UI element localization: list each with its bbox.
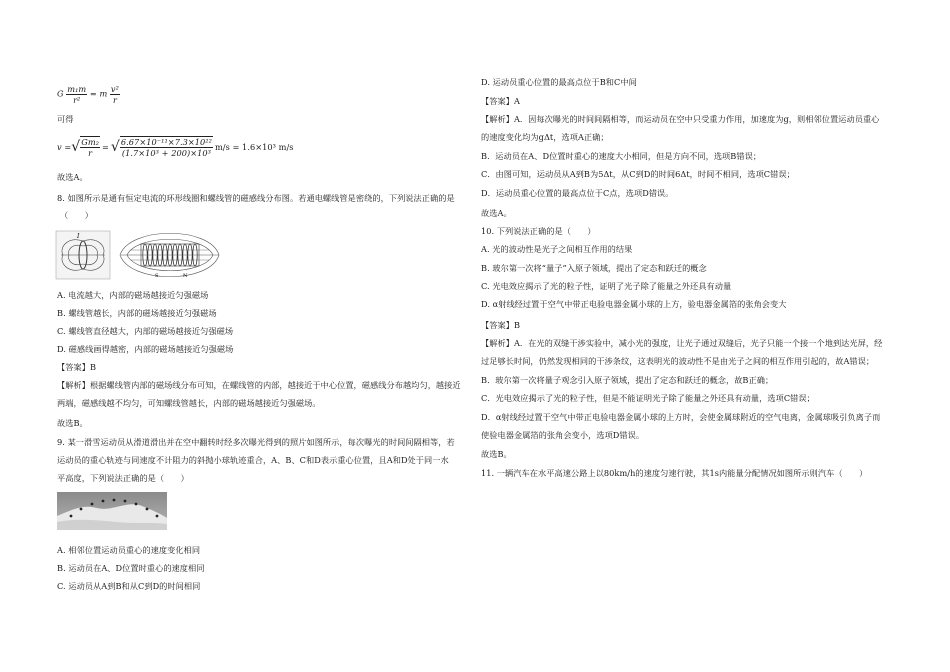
q8-option-a: A. 电流越大，内部的磁场越接近匀强磁场 (57, 290, 209, 300)
q9-option-c: C. 运动员从A到B和从C到D的时间相同 (57, 581, 201, 591)
q10-explanation-5: D．α射线经过置于空气中带正电验电器金属小球的上方时，会使金属球附近的空气电离，金属球吸引负离子而 (481, 412, 881, 422)
gravity-formula (57, 84, 120, 105)
formula-eq2: = (101, 142, 109, 152)
q9-explanation-2: 的速度变化均为gΔt，选项A正确； (481, 132, 609, 142)
sqrt-content-large (120, 136, 213, 158)
solenoid-diagram (120, 233, 219, 279)
q9-explanation-1: 【解析】A．因每次曝光的时间间隔相等，而运动员在空中只受重力作用，加速度为g，则相邻位置运动员重心 (481, 114, 880, 124)
q10-text: 10. 下列说法正确的是（ ） (481, 226, 596, 236)
q9-line-3: 平高度，下列说法正确的是（ ） (57, 473, 189, 483)
fig-label-n: N (183, 273, 188, 279)
frac-den: r (88, 148, 93, 158)
q9-option-d: D. 运动员重心位置的最高点位于B和C中间 (481, 77, 637, 87)
frac-num: m₁m (67, 84, 87, 94)
q8-explanation-2: 两端，磁感线越不均匀，可知螺线管越长，内部的磁场越接近匀强磁场。 (57, 398, 321, 408)
q9-answer: 【答案】A (481, 96, 520, 106)
formula-fraction-rhs (110, 84, 120, 105)
q10-explanation-6: 使验电器金属箔的张角会变小，选项D错误。 (481, 430, 645, 440)
q8-paren: （ ） (60, 210, 93, 220)
frac-den: r² (73, 95, 81, 105)
q8-end: 故选B。 (57, 418, 88, 428)
q9-explanation-3: B．运动员在A、D位置时重心的速度大小相同，但是方向不同，选项B错误； (481, 151, 762, 161)
q8-text: 8. 如图所示是通有恒定电流的环形线圈和螺线管的磁感线分布图。若通电螺线管是密绕的，下列说法正确的是 (57, 193, 455, 203)
q9-line-1: 9. 某一滑雪运动员从滑道滑出并在空中翻转时经多次曝光得到的照片如图所示，每次曝光的时间间隔相等，若 (57, 437, 455, 447)
q9-explanation-4: C．由图可知，运动员从A到B为5Δt，从C到D的时间6Δt，时间不相同，选项C错误； (481, 169, 795, 179)
formula-eq: = m (89, 88, 108, 99)
frac-num: 6.67×10⁻¹¹×7.3×10²² (120, 137, 212, 147)
sqrt-content (80, 136, 100, 158)
q10-explanation-4: C．光电效应揭示了光的粒子性，但是不能证明光子除了能量之外还具有动量，选项C错误； (481, 393, 815, 403)
q10-option-c: C. 光电效应揭示了光的粒子性，证明了光子除了能量之外还具有动量 (481, 281, 732, 291)
q8-option-c: C. 螺线管直径越大，内部的磁场越接近匀强磁场 (57, 326, 234, 336)
q9-skier-photo (57, 492, 167, 530)
q10-explanation-3: B．玻尔第一次将量子观念引入原子领域，提出了定态和跃迁的概念，故B正确； (481, 375, 774, 385)
formula-fraction-lhs (66, 84, 87, 105)
q9-end: 故选A。 (481, 208, 512, 218)
fig-label-s: S (155, 273, 159, 279)
q9-line-2: 运动员的重心轨迹与同速度不计阻力的斜抛小球轨迹重合，A、B、C和D表示重心位置，且A和D处于同一水 (57, 455, 449, 465)
q11-text: 11. 一辆汽车在水平高速公路上以80km/h的速度匀速行驶，其1s内能量分配情况如图所示则汽车（ ） (481, 468, 868, 478)
sqrt-large: √ $\frac{\text{6.67×10⁻¹¹×7.3×10²²}}{\text{(1.7×10³ + 200)×10³}}$ (110, 137, 212, 158)
formula-result: m/s = 1.6×10³ m/s (214, 142, 294, 152)
answer-end-7: 故选A。 (57, 172, 88, 182)
q10-explanation-1: 【解析】A．在光的双缝干涉实验中，减小光的强度，让光子通过双缝后，光子只能一个接一个地到达光屏，经 (481, 338, 883, 348)
q10-end: 故选B。 (481, 449, 512, 459)
frac-den: (1.7×10³ + 200)×10³ (121, 148, 212, 158)
q9-option-a: A. 相邻位置运动员重心的速度变化相同 (57, 545, 201, 555)
q8-answer: 【答案】B (57, 362, 97, 372)
frac-num: Gm₂ (81, 137, 99, 147)
ring-coil-diagram (56, 231, 110, 279)
q8-option-b: B. 螺线管越长，内部的磁场越接近匀强磁场 (57, 308, 217, 318)
q10-option-b: B. 玻尔第一次将“量子”入原子领域，提出了定态和跃迁的概念 (481, 263, 707, 273)
q9-option-b: B. 运动员在A、D位置时重心的速度相同 (57, 563, 205, 573)
q8-option-d: D. 磁感线画得越密，内部的磁场越接近匀强磁场 (57, 344, 234, 354)
q10-explanation-2: 过足够长时间，仍然发现相同的干涉条纹，这表明光的波动性不是由光子之间的相互作用引起的，故A错误； (481, 356, 875, 366)
text-kede: 可得 (57, 114, 74, 124)
q10-answer: 【答案】B (481, 320, 521, 330)
fig-label-i: I (77, 233, 80, 240)
q8-magnetic-field-figure (55, 228, 220, 283)
q10-option-d: D. α射线经过置于空气中带正电验电器金属小球的上方，验电器金属箔的张角会变大 (481, 299, 787, 309)
formula-v: v = (57, 142, 72, 152)
sqrt-small: √ $\frac{\text{Gm₂}}{r}$ (71, 137, 99, 158)
q8-explanation-1: 【解析】根据螺线管内部的磁场线分布可知，在螺线管的内部，越接近于中心位置，磁感线分布越均匀，越接近 (57, 380, 461, 390)
formula-g: G (57, 88, 64, 99)
frac-den: r (112, 95, 117, 105)
q10-option-a: A. 光的波动性是光子之间相互作用的结果 (481, 244, 633, 254)
frac-num: v² (110, 84, 119, 94)
q9-explanation-5: D．运动员重心位置的最高点位于C点，选项D错误。 (481, 188, 674, 198)
velocity-formula (57, 136, 294, 158)
